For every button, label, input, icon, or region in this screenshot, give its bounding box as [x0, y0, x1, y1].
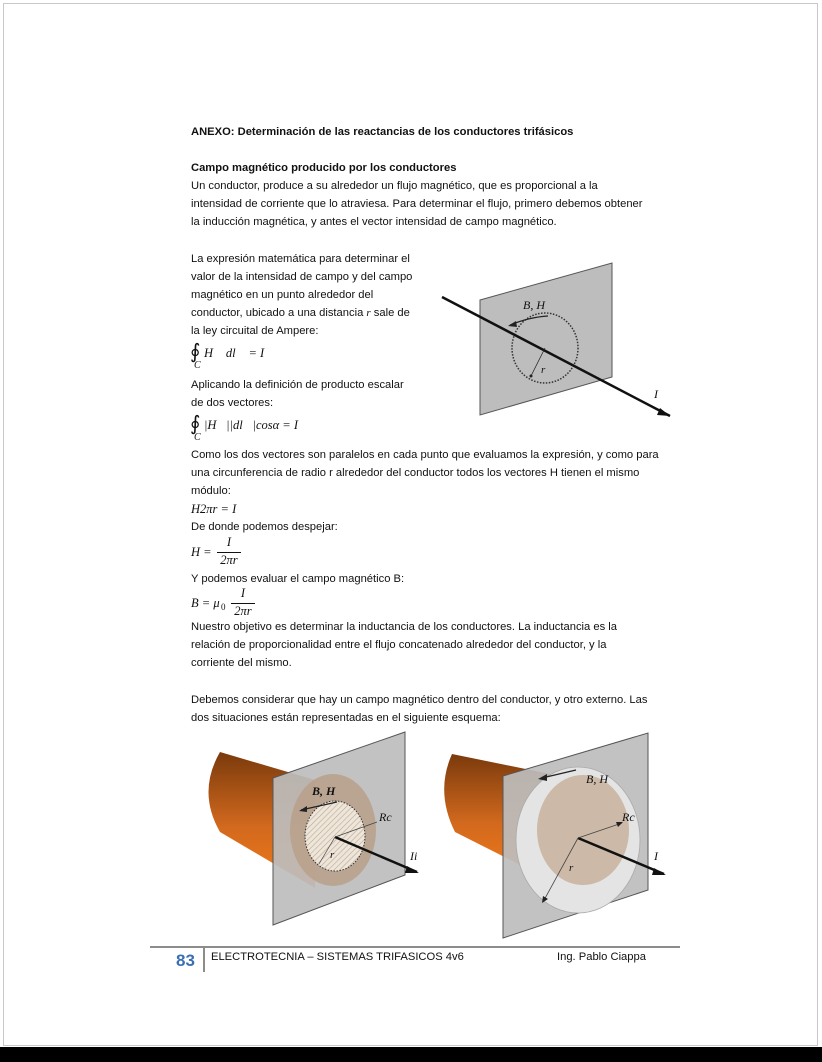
internal-rc-label: Rc: [379, 810, 392, 824]
numerator: I: [240, 586, 246, 600]
fraction: [217, 535, 241, 571]
wire-field-diagram: [430, 255, 690, 425]
bottom-bar: [0, 1047, 822, 1062]
intro-line: la inducción magnética, y antes el vector intensidad de campo magnético.: [191, 216, 557, 228]
denominator: 2πr: [220, 553, 238, 567]
ampere-text: conductor, ubicado a una distancia: [191, 307, 367, 319]
equation-body: H⃗ dl⃗ = I: [204, 346, 265, 360]
mu-subscript: 0: [221, 602, 226, 612]
ampere-line: La expresión matemática para determinar el: [191, 253, 410, 265]
scalar-line: Aplicando la definición de producto escalar: [191, 379, 404, 391]
equation-body: |H⃗||dl⃗|cosα = I: [204, 418, 299, 432]
ampere-suffix: sale de: [370, 307, 410, 319]
internal-field-diagram: [185, 730, 435, 945]
intro-line: Un conductor, produce a su alrededor un flujo magnético, que es proporcional a la: [191, 180, 598, 192]
footer-author: Ing. Pablo Ciappa: [557, 951, 646, 963]
evaluate-b-text: Y podemos evaluar el campo magnético B:: [191, 573, 405, 585]
equation-h2pir: H2πr = I: [191, 502, 237, 516]
wire-current-label: I: [654, 387, 658, 401]
equation-b: [191, 586, 281, 622]
ampere-line: [191, 304, 410, 322]
wire-field-label: B, H: [523, 298, 545, 312]
external-field-label: B, H: [586, 772, 608, 786]
external-radius-label: r: [569, 862, 574, 874]
ampere-line: valor de la intensidad de campo y del campo: [191, 271, 413, 283]
external-rc-label: Rc: [622, 810, 635, 824]
equation-h: [191, 535, 271, 571]
footer-rule: [150, 946, 680, 948]
parallel-line: módulo:: [191, 485, 231, 497]
fraction: [231, 586, 255, 622]
denominator: 2πr: [234, 604, 252, 618]
objective-line: corriente del mismo.: [191, 657, 292, 669]
intro-line: intensidad de corriente que lo atraviesa. Para determinar el flujo, primero debemos obtener: [191, 198, 643, 210]
page-number: 83: [176, 951, 195, 970]
r-symbol: r: [366, 307, 371, 319]
contour-integral-symbol: ∮: [190, 413, 201, 435]
internal-radius-label: r: [330, 849, 335, 861]
contour-integral-symbol: ∮: [190, 341, 201, 363]
objective-line: relación de proporcionalidad entre el flujo concatenado alrededor del conductor, y la: [191, 639, 607, 651]
internal-field-label: B, H: [312, 784, 336, 798]
footer-divider: [203, 946, 205, 972]
consider-line: Debemos considerar que hay un campo magnético dentro del conductor, y otro externo. Las: [191, 694, 648, 706]
despejar-text: De donde podemos despejar:: [191, 521, 338, 533]
section-heading: Campo magnético producido por los conductores: [191, 162, 457, 174]
wire-radius-label: r: [541, 364, 546, 376]
parallel-line: Como los dos vectores son paralelos en cada punto que evaluamos la expresión, y como para: [191, 449, 659, 461]
internal-current-label: Ii: [410, 849, 418, 863]
external-current-label: I: [654, 849, 658, 863]
ampere-line: la ley circuital de Ampere:: [191, 325, 319, 337]
consider-line: dos situaciones están representadas en el siguiente esquema:: [191, 712, 501, 724]
parallel-line: una circunferencia de radio r alrededor del conductor todos los vectores H tienen el mismo: [191, 467, 640, 479]
equation-lhs: H =: [191, 545, 212, 559]
external-field-diagram: [430, 730, 685, 945]
footer-title: ELECTROTECNIA – SISTEMAS TRIFASICOS 4v6: [211, 951, 464, 963]
objective-line: Nuestro objetivo es determinar la inductancia de los conductores. La inductancia es la: [191, 621, 617, 633]
annex-title: ANEXO: Determinación de las reactancias de los conductores trifásicos: [191, 126, 574, 138]
numerator: I: [226, 535, 232, 549]
scalar-line: de dos vectores:: [191, 397, 274, 409]
integral-subscript: C: [194, 360, 201, 371]
equation-lhs: B = μ: [191, 596, 220, 610]
integral-subscript: C: [194, 432, 201, 443]
ampere-line: magnético en un punto alrededor del: [191, 289, 374, 301]
